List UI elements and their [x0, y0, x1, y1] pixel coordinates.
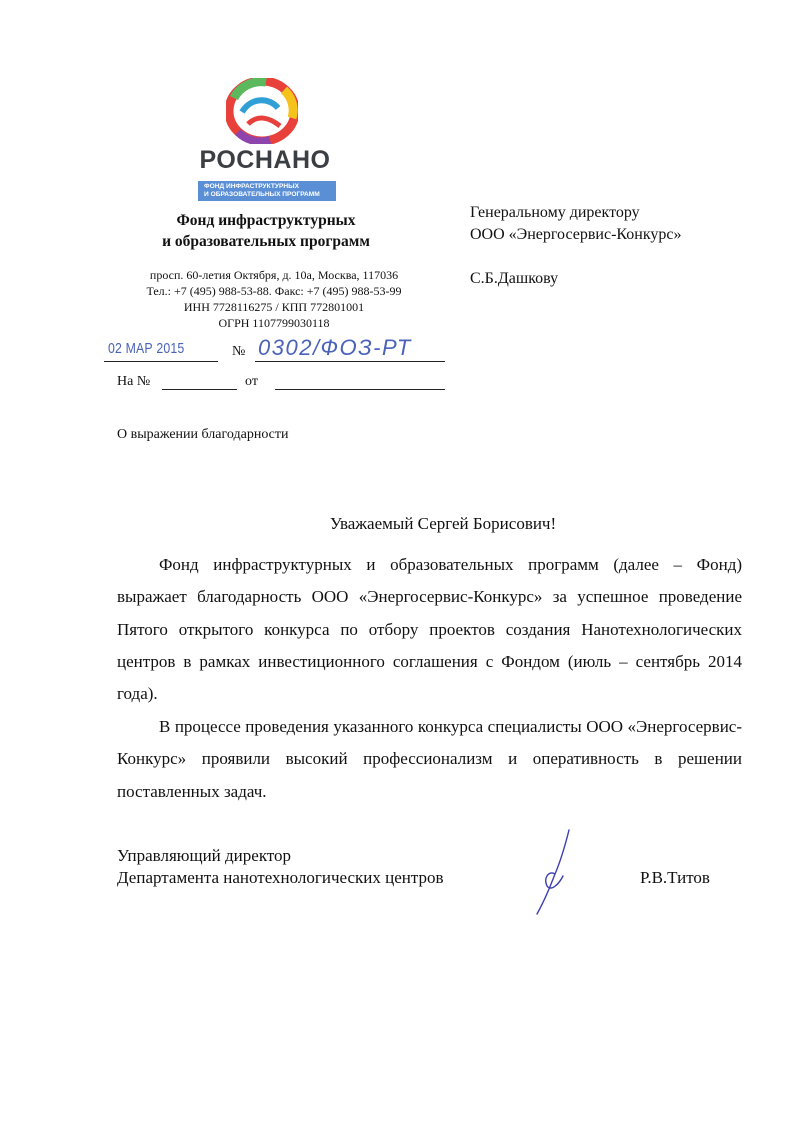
- reference-date-line: [275, 389, 445, 390]
- logo-band-line2: И ОБРАЗОВАТЕЛЬНЫХ ПРОГРАММ: [204, 190, 320, 198]
- letter-subject: О выражении благодарности: [117, 427, 289, 442]
- number-sign: №: [232, 344, 246, 359]
- addressee-position: Генеральному директору: [470, 204, 640, 221]
- signatory-title-line1: Управляющий директор: [117, 846, 292, 865]
- number-underline: [255, 361, 445, 362]
- body-paragraph-1: Фонд инфраструктурных и образовательных программ (далее – Фонд) выражает благодарность ООО «Энергосервис-Конкурс» за успешное проведение Пятого открытого конкурса по отбору проектов создания Нанотехнологических центров в рамках инвестиционного соглашения с Фондом (июль – сентябрь 2014 года).: [117, 555, 742, 704]
- org-name-line2: и образовательных программ: [162, 233, 370, 250]
- registration-number: 0302/ФОЗ-РТ: [258, 335, 412, 360]
- org-ogrn: ОГРН 1107799030118: [218, 316, 330, 330]
- org-phone-fax: Тел.: +7 (495) 988-53-88. Факс: +7 (495) 988-53-99: [146, 284, 402, 298]
- rosnano-logo-mark: [226, 78, 298, 144]
- signatory-title-line2: Департамента нанотехнологических центров: [117, 868, 444, 887]
- handwritten-signature: [525, 826, 585, 918]
- addressee-company: ООО «Энергосервис-Конкурс»: [470, 226, 682, 243]
- reference-number-label: На №: [117, 374, 151, 389]
- body-paragraph-2: В процессе проведения указанного конкурса специалисты ООО «Энергосервис-Конкурс» проявили высокий профессионализм и оперативность в решении поставленных задач.: [117, 717, 742, 801]
- reference-from-label: от: [245, 374, 258, 389]
- logo-subtitle-band: [198, 181, 336, 201]
- org-address: просп. 60-летия Октября, д. 10а, Москва, 117036: [149, 268, 399, 282]
- reference-number-line: [162, 389, 237, 390]
- org-inn-kpp: ИНН 7728116275 / КПП 772801001: [183, 300, 365, 314]
- registration-date-stamp: 02 МАР 2015: [108, 340, 185, 357]
- date-underline: [104, 361, 218, 362]
- logo-wordmark: РОСНАНО: [199, 146, 331, 174]
- signatory-name: Р.В.Титов: [640, 868, 710, 887]
- salutation: Уважаемый Сергей Борисович!: [329, 514, 557, 533]
- org-name-line1: Фонд инфраструктурных: [176, 212, 356, 229]
- addressee-name: С.Б.Дашкову: [470, 270, 559, 287]
- logo-band-line1: ФОНД ИНФРАСТРУКТУРНЫХ: [204, 183, 299, 190]
